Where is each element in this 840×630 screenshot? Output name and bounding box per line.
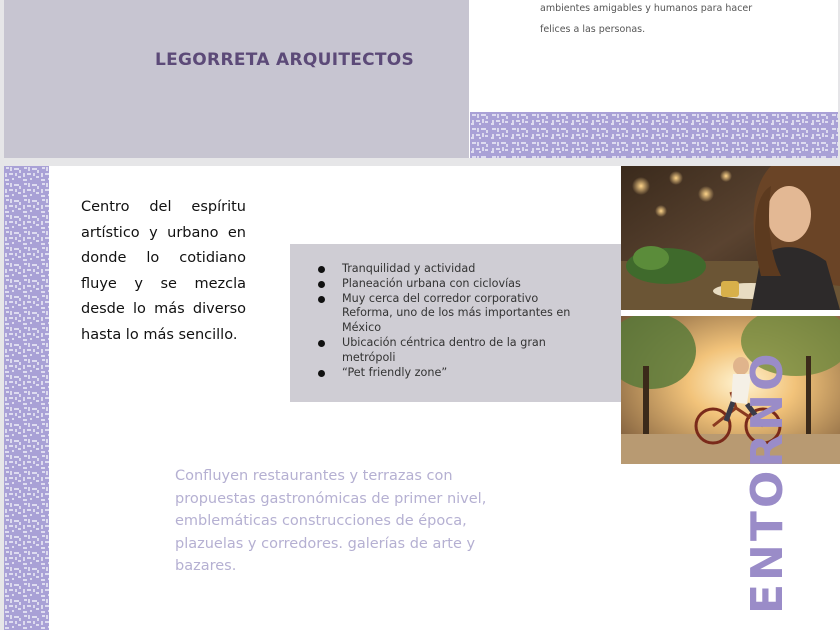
brand-title: LEGORRETA ARQUITECTOS (155, 50, 415, 70)
area-description: Confluyen restaurantes y terrazas con propuestas gastronómicas de primer nivel, emblemáticas construcciones de época, plazuelas y corredores. galerías de arte y bazares. (175, 468, 487, 574)
feature-item: Ubicación céntrica dentro de la gran metrópoli (290, 336, 592, 366)
top-text-line2: felices a las personas. (540, 24, 646, 35)
features-list (290, 244, 621, 380)
feature-item: Muy cerca del corredor corporativo Reforma, uno de los más importantes en México (290, 292, 592, 336)
top-text-line1: ambientes amigables y humanos para hacer (540, 3, 753, 14)
feature-item: “Pet friendly zone” (290, 366, 592, 381)
woman-dining-photo (621, 166, 840, 310)
top-slide (4, 0, 838, 158)
decorative-pattern-top (470, 112, 838, 158)
feature-item: Planeación urbana con ciclovías (290, 277, 592, 292)
bottom-slide (4, 166, 840, 630)
top-description (540, 0, 800, 40)
vertical-section-title: ENTORNO (742, 350, 793, 614)
cyclist-park-photo (621, 316, 840, 464)
feature-item: Tranquilidad y actividad (290, 262, 592, 277)
features-panel (290, 244, 621, 402)
brand-panel (4, 0, 469, 158)
decorative-pattern-side (4, 166, 49, 630)
intro-paragraph: Centro del espíritu artístico y urbano en donde lo cotidiano fluye y se mezcla desde lo más diverso hasta lo más sencillo. (81, 199, 246, 343)
